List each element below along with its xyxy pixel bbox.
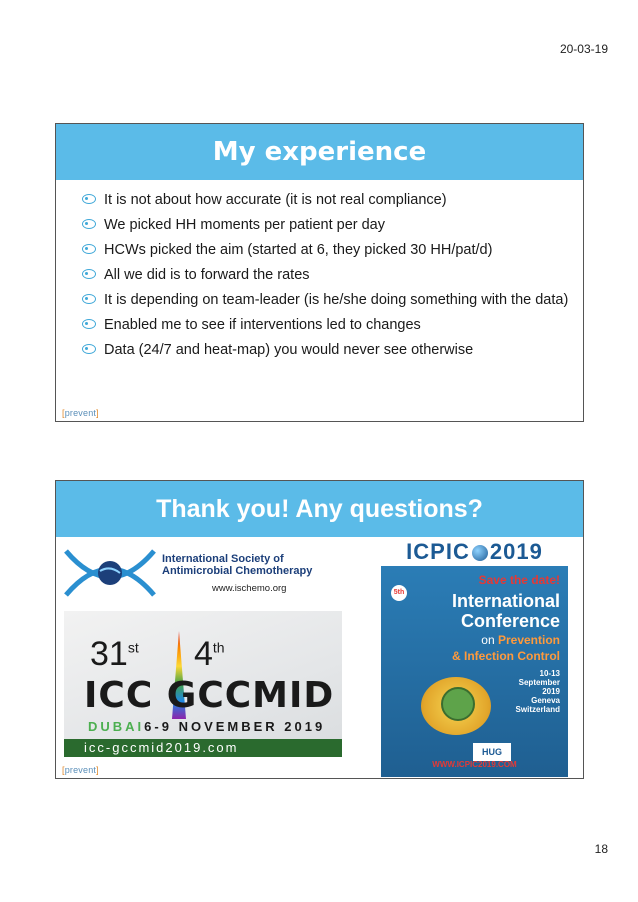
list-item: We picked HH moments per patient per day xyxy=(82,215,571,235)
save-the-date: Save the date! xyxy=(478,573,560,587)
isac-emblem-icon xyxy=(64,543,156,603)
list-item: Data (24/7 and heat-map) you would never see otherwise xyxy=(82,340,571,360)
page-number: 18 xyxy=(594,842,608,856)
bullet-icon xyxy=(82,319,96,329)
slide-thank-you xyxy=(55,480,584,779)
icc-gccmid-banner xyxy=(64,611,342,757)
slide-title-bar xyxy=(56,124,583,180)
bullet-icon xyxy=(82,194,96,204)
germ-icon xyxy=(441,687,475,721)
date-header: 20-03-19 xyxy=(559,42,608,56)
conference-dates: 10-13 September 2019 Geneva Switzerland xyxy=(515,669,560,714)
icc-dates: DUBAI6-9 NOVEMBER 2019 xyxy=(88,719,326,734)
list-item: Enabled me to see if interventions led to changes xyxy=(82,315,571,335)
bullet-icon xyxy=(82,294,96,304)
conference-topic-2: & Infection Control xyxy=(452,649,560,663)
slide-title: Thank you! Any questions? xyxy=(156,494,483,523)
bullet-icon xyxy=(82,219,96,229)
icpic-url: WWW.ICPIC2019.COM xyxy=(432,760,517,769)
slide-my-experience xyxy=(55,123,584,422)
bullet-list xyxy=(56,190,583,360)
isac-logo xyxy=(64,543,374,605)
icc-website: icc-gccmid2019.com xyxy=(64,739,342,757)
prevent-logo: [prevent] xyxy=(62,765,99,775)
gccmid-ordinal: 4th xyxy=(194,635,225,673)
conference-topic: on Prevention xyxy=(481,633,560,647)
bullet-icon xyxy=(82,244,96,254)
prevent-logo: [prevent] xyxy=(62,408,99,418)
isac-name: International Society of Antimicrobial Chemotherapy xyxy=(162,553,313,577)
edition-badge: 5th xyxy=(391,585,407,601)
bullet-icon xyxy=(82,269,96,279)
slide-title-bar xyxy=(56,481,583,537)
list-item: All we did is to forward the rates xyxy=(82,265,571,285)
list-item: HCWs picked the aim (started at 6, they picked 30 HH/pat/d) xyxy=(82,240,571,260)
conference-name: International Conference xyxy=(451,591,560,631)
slide-title: My experience xyxy=(212,137,427,167)
icc-gccmid-title: ICC GCCMID xyxy=(84,675,335,716)
globe-icon xyxy=(472,545,488,561)
list-item: It is depending on team-leader (is he/she doing something with the data) xyxy=(82,290,571,310)
bullet-icon xyxy=(82,344,96,354)
hug-logo: HUG xyxy=(473,743,511,761)
icc-ordinal: 31st xyxy=(90,635,139,673)
icpic-poster xyxy=(381,537,568,777)
list-item: It is not about how accurate (it is not real compliance) xyxy=(82,190,571,210)
isac-url: www.ischemo.org xyxy=(212,583,287,594)
icpic-title: ICPIC 2019 xyxy=(406,539,543,564)
